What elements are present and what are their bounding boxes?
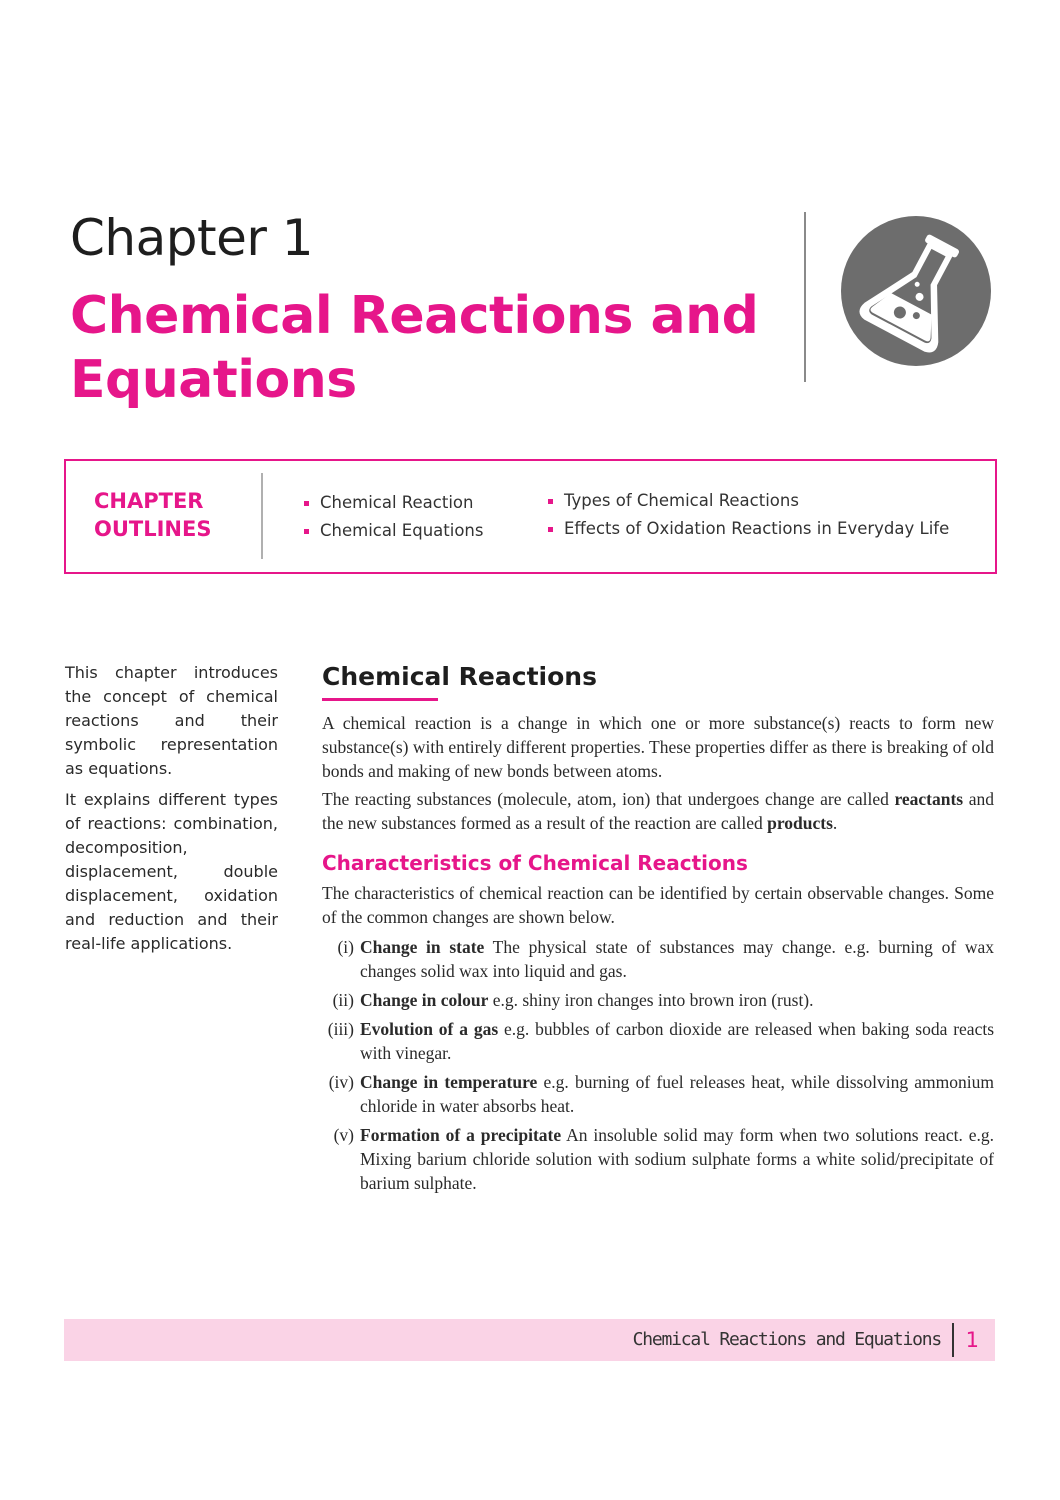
list-item-number: (v) bbox=[333, 1125, 354, 1145]
list-item-term: Formation of a precipitate bbox=[360, 1125, 562, 1145]
section-heading-underline bbox=[322, 698, 438, 701]
list-item-text: An insoluble solid may form when two solutions react. e.g. Mixing barium chloride solution with sodium sulphate forms a white solid/precipitate of barium sulphate. bbox=[360, 1125, 994, 1193]
running-title: Chemical Reactions and Equations bbox=[632, 1329, 941, 1350]
list-item-term: Change in colour bbox=[360, 990, 489, 1010]
list-item-term: Evolution of a gas bbox=[360, 1019, 499, 1039]
outline-item: Types of Chemical Reactions bbox=[548, 487, 949, 515]
page-number: 1 bbox=[965, 1328, 979, 1352]
list-item-number: (ii) bbox=[332, 990, 354, 1010]
term-products: products bbox=[767, 813, 833, 833]
chapter-outlines-box bbox=[64, 459, 997, 574]
outlines-divider bbox=[261, 473, 263, 559]
outline-item: Effects of Oxidation Reactions in Everyday Life bbox=[548, 515, 949, 543]
list-item-text: The physical state of substances may change. e.g. burning of wax changes solid wax into liquid and gas. bbox=[360, 937, 994, 981]
text-span: The reacting substances (molecule, atom, ion) that undergoes change are called bbox=[322, 789, 895, 809]
list-item bbox=[322, 935, 994, 983]
chapter-title: Chemical Reactions and Equations bbox=[70, 286, 759, 410]
term-reactants: reactants bbox=[894, 789, 964, 809]
list-item bbox=[322, 1017, 994, 1065]
list-item-number: (iii) bbox=[327, 1019, 354, 1039]
side-note bbox=[65, 661, 278, 963]
list-item bbox=[322, 988, 994, 1012]
paragraph-definition: A chemical reaction is a change in which one or more substance(s) reacts to form new substance(s) with entirely different properties. These properties differ as there is breaking of old bonds and making of new bonds between atoms. bbox=[322, 713, 994, 781]
list-item bbox=[322, 1123, 994, 1195]
chapter-number: Chapter 1 bbox=[70, 209, 314, 267]
outline-item: Chemical Equations bbox=[304, 517, 483, 545]
list-item-number: (i) bbox=[337, 937, 354, 957]
list-item-number: (iv) bbox=[328, 1072, 354, 1092]
outline-item: Chemical Reaction bbox=[304, 489, 483, 517]
footer-divider bbox=[952, 1323, 954, 1357]
list-item bbox=[322, 1070, 994, 1118]
section-heading: Chemical Reactions bbox=[322, 662, 597, 691]
side-note-paragraph: This chapter introduces the concept of chemical reactions and their symbolic representation as equations. bbox=[65, 663, 278, 778]
list-item-term: Change in temperature bbox=[360, 1072, 538, 1092]
flask-icon bbox=[840, 215, 992, 367]
list-item-text: e.g. shiny iron changes into brown iron (rust). bbox=[488, 990, 814, 1010]
text-span: . bbox=[832, 813, 838, 833]
list-item-text: e.g. bubbles of carbon dioxide are released when baking soda reacts with vinegar. bbox=[360, 1019, 995, 1063]
title-divider bbox=[804, 212, 806, 382]
subsection-heading: Characteristics of Chemical Reactions bbox=[322, 851, 748, 875]
paragraph-reactants-products bbox=[322, 787, 994, 835]
changes-list bbox=[322, 935, 994, 1195]
main-content bbox=[322, 660, 994, 1200]
list-item-term: Change in state bbox=[360, 937, 485, 957]
footer-bar bbox=[64, 1319, 995, 1361]
side-note-paragraph: It explains different types of reactions: combination, decomposition, displacement, double displacement, oxidation and reduction and their real-life applications. bbox=[65, 790, 278, 953]
list-item-text: e.g. burning of fuel releases heat, while dissolving ammonium chloride in water absorbs heat. bbox=[360, 1072, 994, 1116]
outlines-column-1 bbox=[304, 489, 483, 545]
outlines-heading: CHAPTER OUTLINES bbox=[94, 489, 212, 541]
text-span: and the new substances formed as a result of the reaction are called bbox=[322, 789, 994, 833]
paragraph-characteristics: The characteristics of chemical reaction can be identified by certain observable changes. Some of the common changes are shown below. bbox=[322, 883, 994, 927]
outlines-column-2 bbox=[548, 487, 949, 543]
